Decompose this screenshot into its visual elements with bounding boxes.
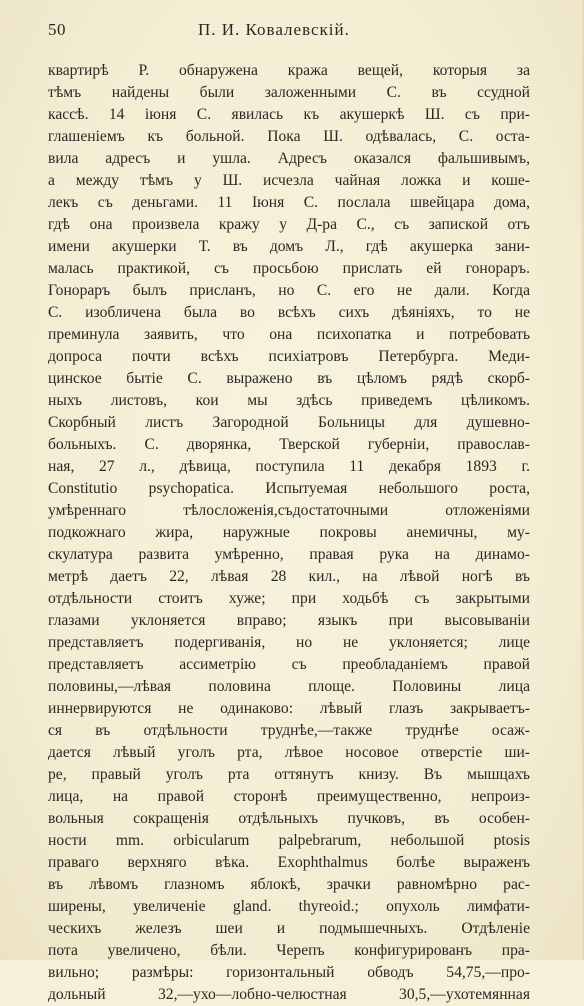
text-line: ся въ отдѣльности труднѣе,—также труднѣе осаж- <box>48 722 530 739</box>
text-line: дольный 32,—ухо—лобно-челюстная 30,5,—ухотемянная <box>48 986 530 1003</box>
text-line: половины,—лѣвая половина площе. Половины лица <box>48 678 530 695</box>
text-line: допроса почти всѣхъ психіатровъ Петербурга. Меди- <box>48 348 530 365</box>
text-line: пота увеличено, бѣли. Черепъ конфигурированъ пра- <box>48 942 530 959</box>
page-edge <box>580 0 584 960</box>
text-line: Скорбный листъ Загородной Больницы для душевно- <box>48 414 530 431</box>
text-line: ныхъ листовъ, кои мы здѣсь приведемъ цѣликомъ. <box>48 392 530 409</box>
text-line: преминула заявить, что она психопатка и потребовать <box>48 326 530 343</box>
text-line: вила адресъ и ушла. Адресъ оказался фальшивымъ, <box>48 150 530 167</box>
text-line: праваго верхняго вѣка. Exophthalmus болѣе выраженъ <box>48 854 530 871</box>
text-line: представляетъ ассиметрію съ преобладаніемъ правой <box>48 656 530 673</box>
text-line: С. изобличена была во всѣхъ сихъ дѣяніяхъ, то не <box>48 304 530 321</box>
text-line: ре, правый уголъ рта оттянутъ книзу. Въ мышцахъ <box>48 766 530 783</box>
body-text <box>48 60 530 1006</box>
text-line: глазами уклоняется вправо; языкъ при высовываніи <box>48 612 530 629</box>
text-line: лица, на правой сторонѣ преимущественно, непроиз- <box>48 788 530 805</box>
text-line: вильно; размѣры: горизонтальный обводъ 54,75,—про- <box>48 964 530 981</box>
text-line: гдѣ она произвела кражу у Д-ра С., съ запиской отъ <box>48 216 530 233</box>
text-line: имени акушерки Т. въ домъ Л., гдѣ акушерка зани- <box>48 238 530 255</box>
page-number: 50 <box>48 20 66 39</box>
text-line: скулатура развита умѣренно, правая рука на динамо- <box>48 546 530 563</box>
text-line: метрѣ даетъ 22, лѣвая 28 кил., на лѣвой ногѣ въ <box>48 568 530 585</box>
text-line: вольныя сокращенія отдѣльныхъ пучковъ, въ особен- <box>48 810 530 827</box>
text-line: подкожнаго жира, наружные покровы анемичны, му- <box>48 524 530 541</box>
text-line: Гонораръ былъ присланъ, но С. его не дали. Когда <box>48 282 530 299</box>
text-line: малась практикой, съ просьбою прислать ей гонораръ. <box>48 260 530 277</box>
text-line: цинское бытіе С. выражено въ цѣломъ рядѣ скорб- <box>48 370 530 387</box>
text-line: глашеніемъ къ больной. Пока Ш. одѣвалась, С. оста- <box>48 128 530 145</box>
text-line: ная, 27 л., дѣвица, поступила 11 декабря 1893 г. <box>48 458 530 475</box>
text-line: ширены, увеличеніе gland. thyreoid.; опухоль лимфати- <box>48 898 530 915</box>
text-line: больныхъ. С. дворянка, Тверской губерніи, правослaв- <box>48 436 530 453</box>
text-line: иннервируются не одинаково: лѣвый глазъ закрываетъ- <box>48 700 530 717</box>
text-line: ческихъ железъ шеи и подмышечныхъ. Отдѣленіе <box>48 920 530 937</box>
text-line: въ лѣвомъ глазномъ яблокѣ, зрачки равномѣрно рас- <box>48 876 530 893</box>
text-line: кассѣ. 14 іюня С. явилась къ акушеркѣ Ш. съ при- <box>48 106 530 123</box>
text-line: а между тѣмъ у Ш. исчезла чайная ложка и коше- <box>48 172 530 189</box>
text-line: представляетъ подергиванія, но не уклоняется; лице <box>48 634 530 651</box>
text-line: умѣреннаго тѣлосложенія,съдостаточными отложеніями <box>48 502 530 519</box>
text-line: Constitutio psychopatica. Испытуемая небольшого роста, <box>48 480 530 497</box>
text-line: отдѣльности стоитъ хуже; при ходьбѣ съ закрытыми <box>48 590 530 607</box>
running-title: П. И. Ковалевскій. <box>198 20 350 39</box>
text-line: квартирѣ Р. обнаружена кража вещей, которыя за <box>48 62 530 79</box>
text-line: ности mm. orbicularum palpebrarum, небольшой ptosis <box>48 832 530 849</box>
text-line: дается лѣвый уголъ рта, лѣвое носовое отверстіе ши- <box>48 744 530 761</box>
page-header <box>48 20 534 46</box>
text-line: лекъ съ деньгами. 11 Іюня С. послала швейцара дома, <box>48 194 530 211</box>
text-line: тѣмъ найдены были заложенными С. въ ссудной <box>48 84 530 101</box>
